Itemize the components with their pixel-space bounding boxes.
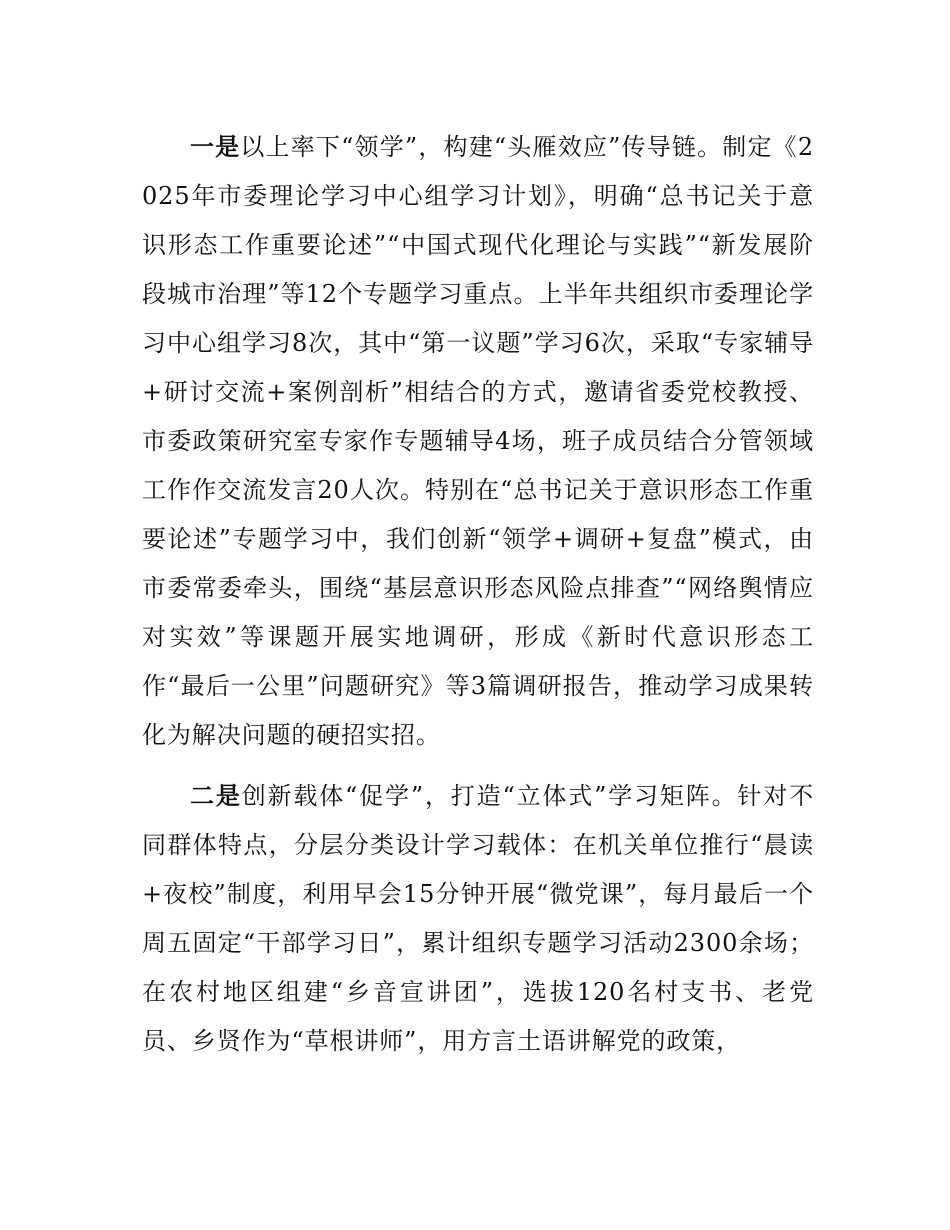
paragraph-2-text: 创新载体“促学”，打造“立体式”学习矩阵。针对不同群体特点，分层分类设计学习载体：在机关单位推行“晨读+夜校”制度，利用早会15分钟开展“微党课”，每月最后一个周五固定“干部学习日”，累计组织专题学习活动2300余场；在农村地区组建“乡音宣讲团”，选拔120名村支书、老党员、乡贤作为“草根讲师”，用方言土语讲解党的政策， [142,782,814,1055]
paragraph-1 [142,122,814,760]
document-body [142,122,814,1066]
paragraph-2-lead: 二是 [190,781,242,810]
paragraph-1-text: 以上率下“领学”，构建“头雁效应”传导链。制定《2025年市委理论学习中心组学习计划》，明确“总书记关于意识形态工作重要论述”“中国式现代化理论与实践”“新发展阶段城市治理”等12个专题学习重点。上半年共组织市委理论学习中心组学习8次，其中“第一议题”学习6次，采取“专家辅导+研讨交流+案例剖析”相结合的方式，邀请省委党校教授、市委政策研究室专家作专题辅导4场，班子成员结合分管领域工作作交流发言20人次。特别在“总书记关于意识形态工作重要论述”专题学习中，我们创新“领学+调研+复盘”模式，由市委常委牵头，围绕“基层意识形态风险点排查”“网络舆情应对实效”等课题开展实地调研，形成《新时代意识形态工作“最后一公里”问题研究》等3篇调研报告，推动学习成果转化为解决问题的硬招实招。 [142,133,814,749]
paragraph-2 [142,771,814,1066]
paragraph-1-lead: 一是 [190,132,241,161]
